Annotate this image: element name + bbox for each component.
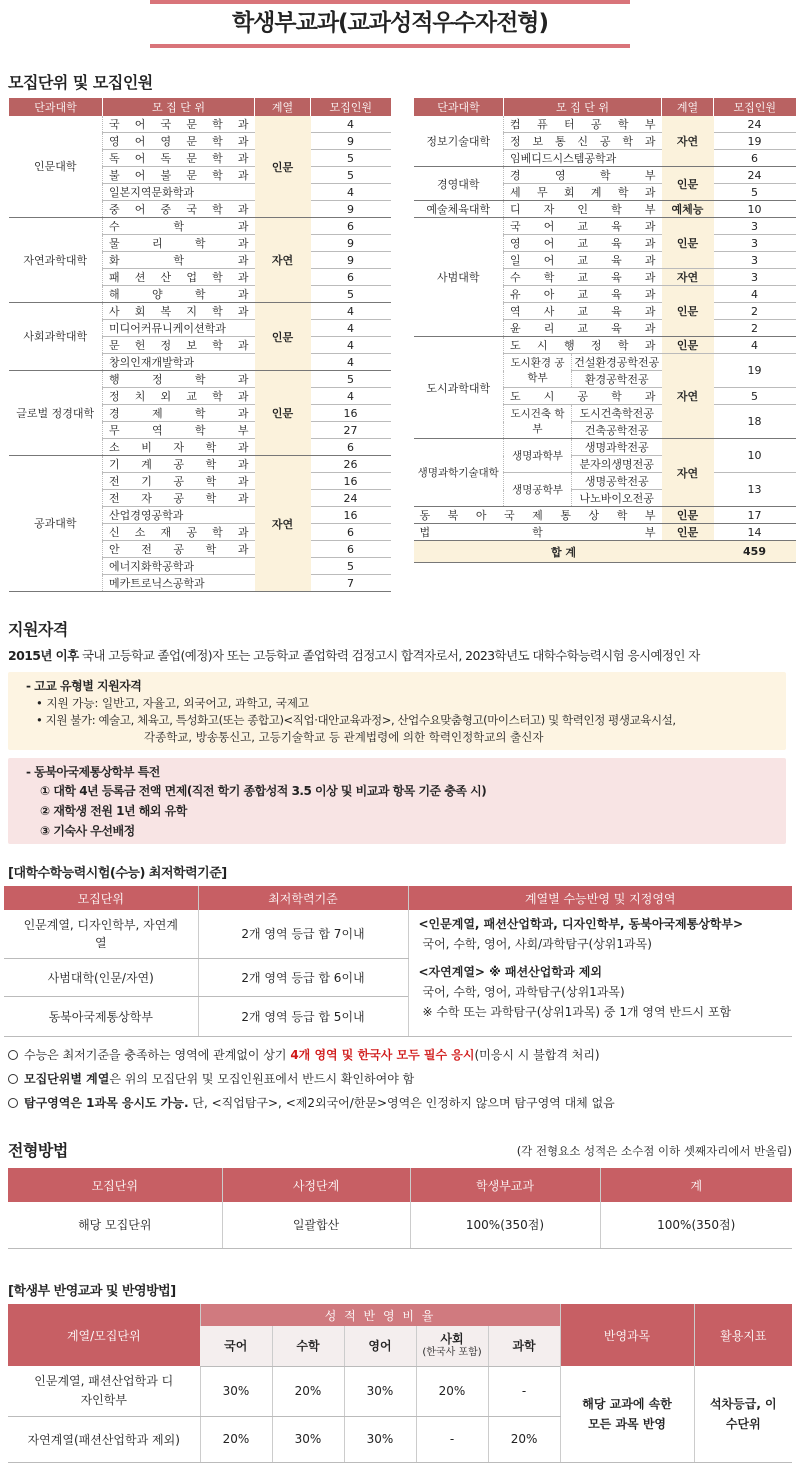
- recruit-table-left: [8, 98, 391, 592]
- unit-count: 16: [311, 507, 391, 524]
- unit-count: 4: [311, 337, 391, 354]
- cell-ratio: 30%: [200, 1366, 272, 1416]
- track-label: 인문: [662, 524, 714, 541]
- unit-name: 문 헌 정 보 학 과: [103, 337, 255, 354]
- section-title-csat: [대학수학능력시험(수능) 최저학력기준]: [8, 866, 227, 881]
- csat-min: 2개 영역 등급 합 5이내: [198, 996, 408, 1036]
- unit-count: 4: [311, 303, 391, 320]
- track-label: 인문: [662, 337, 714, 354]
- unit-count: 7: [311, 575, 391, 592]
- school-not-allowed: • 지원 불가: 예술고, 체육고, 특성화고(또는 종합고)<직업·대안교육과정>, 산업수요맞춤형고(마이스터고) 및 학력인정 평생교육시설,: [36, 713, 676, 727]
- unit-name: 미디어커뮤니케이션학과: [103, 320, 255, 337]
- col-unit: 모 집 단 위: [103, 98, 255, 116]
- unit-count: 10: [714, 201, 796, 218]
- subject-science: 과학: [488, 1326, 560, 1366]
- unit-count: 3: [714, 252, 796, 269]
- division-name: 도시건축 학부: [504, 405, 572, 439]
- cell-stage: 일괄합산: [222, 1202, 410, 1248]
- division-name: 생명과학부: [504, 439, 572, 473]
- college-name: 경영대학: [414, 167, 504, 201]
- unit-name: 세 무 회 계 학 과: [504, 184, 662, 201]
- unit-count: 3: [714, 235, 796, 252]
- track-label: 자연: [662, 116, 714, 167]
- eligibility-line: [8, 646, 700, 664]
- track-label: 자연: [255, 456, 311, 592]
- cell-unit: 인문계열, 패션산업학과 디자인학부: [8, 1366, 200, 1416]
- table-row: [8, 1202, 792, 1248]
- benefit-item: ② 재학생 전원 1년 해외 유학: [40, 804, 187, 818]
- unit-name: 수 학 과: [103, 218, 255, 235]
- circle-bullet-icon: [8, 1050, 18, 1060]
- note-text: 은 위의 모집단위 및 모집인원표에서 반드시 확인하여야 함: [109, 1072, 415, 1086]
- unit-count: 3: [714, 218, 796, 235]
- col-unit: 계열/모집단위: [8, 1304, 200, 1366]
- unit-name: 기 계 공 학 과: [103, 456, 255, 473]
- unit-name: 정 보 통 신 공 학 과: [504, 133, 662, 150]
- unit-name: 동 북 아 국 제 통 상 학 부: [414, 507, 662, 524]
- track-label: 인문: [255, 371, 311, 456]
- csat-note-3: [8, 1094, 615, 1112]
- subjects-table: [8, 1304, 792, 1463]
- unit-name: 안 전 공 학 과: [103, 541, 255, 558]
- section-title-method: 전형방법: [8, 1141, 68, 1160]
- page-title: 학생부교과(교과성적우수자전형): [231, 10, 549, 36]
- col-minimum: 최저학력기준: [198, 886, 408, 910]
- unit-name: 도 시 행 정 학 과: [504, 337, 662, 354]
- unit-count: 10: [714, 439, 796, 473]
- cell-ratio: 30%: [272, 1416, 344, 1462]
- csat-min: 2개 영역 등급 합 6이내: [198, 958, 408, 996]
- unit-count: 6: [714, 150, 796, 167]
- track-label: 예체능: [662, 201, 714, 218]
- unit-name: 유 아 교 육 과: [504, 286, 662, 303]
- unit-name: 소 비 자 학 과: [103, 439, 255, 456]
- recruit-table-right: [413, 98, 796, 563]
- csat-note-1: [8, 1046, 600, 1064]
- circle-bullet-icon: [8, 1074, 18, 1084]
- col-count: 모집인원: [311, 98, 391, 116]
- col-college: 단과대학: [414, 98, 504, 116]
- unit-count: 13: [714, 473, 796, 507]
- csat-unit: 인문계열, 디자인학부, 자연계열: [4, 910, 198, 958]
- unit-name: 해 양 학 과: [103, 286, 255, 303]
- benefit-box: [8, 758, 786, 844]
- cell-unit: 해당 모집단위: [8, 1202, 222, 1248]
- college-name: 도시과학대학: [414, 337, 504, 439]
- csat-areas-cell: [408, 910, 792, 1036]
- unit-name: 경 제 학 과: [103, 405, 255, 422]
- unit-count: 9: [311, 133, 391, 150]
- col-track: 계열: [662, 98, 714, 116]
- unit-count: 24: [311, 490, 391, 507]
- header-row: [9, 98, 391, 116]
- unit-count: 4: [311, 388, 391, 405]
- col-unit: 모집단위: [4, 886, 198, 910]
- unit-name: 임베디드시스템공학과: [504, 150, 662, 167]
- unit-name: 경 영 학 부: [504, 167, 662, 184]
- benefit-item: ③ 기숙사 우선배정: [40, 824, 135, 838]
- unit-count: 16: [311, 405, 391, 422]
- unit-name: 일 어 교 육 과: [504, 252, 662, 269]
- unit-count: 9: [311, 235, 391, 252]
- unit-name: 국 어 국 문 학 과: [103, 116, 255, 133]
- school-type-title: - 고교 유형별 지원자격: [26, 679, 142, 693]
- header-row: [8, 1168, 792, 1202]
- unit-count: 6: [311, 439, 391, 456]
- unit-count: 5: [311, 150, 391, 167]
- unit-name: 영 어 영 문 학 과: [103, 133, 255, 150]
- subject-social: [416, 1326, 488, 1366]
- unit-count: 5: [311, 558, 391, 575]
- circle-bullet-icon: [8, 1098, 18, 1108]
- unit-name: 불 어 불 문 학 과: [103, 167, 255, 184]
- note-text: (미응시 시 불합격 처리): [474, 1048, 600, 1062]
- college-name: 자연과학대학: [9, 218, 103, 303]
- major-name: 나노바이오전공: [572, 490, 662, 507]
- college-name: 예술체육대학: [414, 201, 504, 218]
- major-name: 도시건축학전공: [572, 405, 662, 422]
- cell-record: 100%(350점): [410, 1202, 600, 1248]
- cell-ratio: 20%: [272, 1366, 344, 1416]
- unit-name: 사 회 복 지 학 과: [103, 303, 255, 320]
- unit-name: 일본지역문화학과: [103, 184, 255, 201]
- col-unit: 모 집 단 위: [504, 98, 662, 116]
- major-name: 생명과학전공: [572, 439, 662, 456]
- section-title-eligibility: 지원자격: [8, 620, 68, 639]
- note-emphasis: 4개 영역 및 한국사 모두 필수 응시: [290, 1048, 475, 1062]
- unit-count: 19: [714, 133, 796, 150]
- unit-count: 26: [311, 456, 391, 473]
- college-name: 정보기술대학: [414, 116, 504, 167]
- col-college: 단과대학: [9, 98, 103, 116]
- college-name: 생명과학기술대학: [414, 439, 504, 507]
- unit-count: 6: [311, 541, 391, 558]
- csat-table: [4, 886, 792, 1037]
- area-science-title: <자연계열> ※ 패션산업학과 제외: [418, 965, 602, 979]
- col-unit: 모집단위: [8, 1168, 222, 1202]
- major-name: 생명공학전공: [572, 473, 662, 490]
- unit-count: 16: [311, 473, 391, 490]
- unit-name: 전 기 공 학 과: [103, 473, 255, 490]
- csat-note-2: [8, 1070, 414, 1088]
- cell-ratio: 20%: [200, 1416, 272, 1462]
- col-record: 학생부교과: [410, 1168, 600, 1202]
- college-name: 사범대학: [414, 218, 504, 337]
- cell-ratio: 20%: [488, 1416, 560, 1462]
- cell-ratio: 20%: [416, 1366, 488, 1416]
- unit-name: 윤 리 교 육 과: [504, 320, 662, 337]
- unit-name: 컴 퓨 터 공 학 부: [504, 116, 662, 133]
- college-name: 사회과학대학: [9, 303, 103, 371]
- total-label: 합 계: [414, 541, 714, 563]
- track-label: 자연: [662, 354, 714, 439]
- unit-name: 역 사 교 육 과: [504, 303, 662, 320]
- subject-korean: 국어: [200, 1326, 272, 1366]
- unit-name: 에너지화학공학과: [103, 558, 255, 575]
- unit-count: 24: [714, 167, 796, 184]
- major-name: 건설환경공학전공: [572, 354, 662, 371]
- cell-total: 100%(350점): [600, 1202, 792, 1248]
- unit-count: 2: [714, 320, 796, 337]
- unit-name: 수 학 교 육 과: [504, 269, 662, 286]
- unit-name: 산업경영공학과: [103, 507, 255, 524]
- title-bottom-bar: [150, 44, 630, 48]
- unit-name: 정 치 외 교 학 과: [103, 388, 255, 405]
- unit-name: 행 정 학 과: [103, 371, 255, 388]
- cell-ratio: -: [416, 1416, 488, 1462]
- track-label: 인문: [255, 116, 311, 218]
- eligibility-year: 2015년 이후: [8, 648, 79, 663]
- unit-name: 영 어 교 육 과: [504, 235, 662, 252]
- benefit-title: - 동북아국제통상학부 특전: [26, 765, 160, 779]
- col-stage: 사정단계: [222, 1168, 410, 1202]
- school-not-allowed-cont: 각종학교, 방송통신고, 고등기술학교 등 관계법령에 의한 학력인정학교의 출신자: [144, 730, 544, 744]
- unit-count: 9: [311, 201, 391, 218]
- unit-count: 6: [311, 524, 391, 541]
- unit-count: 2: [714, 303, 796, 320]
- col-subjects: 반영과목: [560, 1304, 694, 1366]
- cell-ratio: 30%: [344, 1416, 416, 1462]
- unit-count: 5: [311, 167, 391, 184]
- unit-count: 4: [311, 184, 391, 201]
- unit-count: 6: [311, 269, 391, 286]
- unit-name: 물 리 학 과: [103, 235, 255, 252]
- subject-english: 영어: [344, 1326, 416, 1366]
- unit-name: 메카트로닉스공학과: [103, 575, 255, 592]
- school-type-box: [8, 672, 786, 750]
- col-count: 모집인원: [714, 98, 796, 116]
- method-note: (각 전형요소 성적은 소수점 이하 셋째자리에서 반올림): [516, 1144, 792, 1158]
- note-emphasis: 탐구영역은 1과목 응시도 가능.: [24, 1096, 189, 1110]
- unit-name: 무 역 학 부: [103, 422, 255, 439]
- track-label: 인문: [662, 507, 714, 524]
- cell-subjects: 해당 교과에 속한 모든 과목 반영: [560, 1366, 694, 1462]
- unit-count: 17: [714, 507, 796, 524]
- unit-count: 4: [311, 320, 391, 337]
- track-label: 자연: [662, 439, 714, 507]
- college-name: 글로벌 정경대학: [9, 371, 103, 456]
- unit-name: 신 소 재 공 학 과: [103, 524, 255, 541]
- header-row: [414, 98, 796, 116]
- cell-ratio: 30%: [344, 1366, 416, 1416]
- csat-min: 2개 영역 등급 합 7이내: [198, 910, 408, 958]
- unit-name: 화 학 과: [103, 252, 255, 269]
- unit-count: 4: [311, 354, 391, 371]
- col-areas: 계열별 수능반영 및 지정영역: [408, 886, 792, 910]
- major-name: 분자의생명전공: [572, 456, 662, 473]
- col-track: 계열: [255, 98, 311, 116]
- unit-name: 국 어 교 육 과: [504, 218, 662, 235]
- header-row: [4, 886, 792, 910]
- section-title-subjects: [학생부 반영교과 및 반영방법]: [8, 1284, 176, 1299]
- track-label: 인문: [662, 286, 714, 337]
- division-name: 생명공학부: [504, 473, 572, 507]
- unit-count: 19: [714, 354, 796, 388]
- section-title-recruit: 모집단위 및 모집인원: [8, 73, 153, 92]
- unit-name: 전 자 공 학 과: [103, 490, 255, 507]
- col-ratio: 성 적 반 영 비 율: [200, 1304, 560, 1326]
- area-science-subjects: 국어, 수학, 영어, 과학탐구(상위1과목): [422, 985, 625, 999]
- unit-count: 9: [311, 252, 391, 269]
- college-name: 인문대학: [9, 116, 103, 218]
- table-row: [8, 1366, 792, 1416]
- cell-unit: 자연계열(패션산업학과 제외): [8, 1416, 200, 1462]
- note-emphasis: 모집단위별 계열: [24, 1072, 110, 1086]
- subject-social-note: (한국사 포함): [422, 1346, 482, 1358]
- csat-unit: 사범대학(인문/자연): [4, 958, 198, 996]
- total-count: 459: [714, 541, 796, 563]
- major-name: 환경공학전공: [572, 371, 662, 388]
- col-total: 계: [600, 1168, 792, 1202]
- unit-count: 5: [311, 286, 391, 303]
- unit-count: 3: [714, 269, 796, 286]
- track-label: 자연: [662, 269, 714, 286]
- unit-name: 독 어 독 문 학 과: [103, 150, 255, 167]
- unit-name: 디 자 인 학 부: [504, 201, 662, 218]
- college-name: 공과대학: [9, 456, 103, 592]
- track-label: 인문: [255, 303, 311, 371]
- area-humanities-title: <인문계열, 패션산업학과, 디자인학부, 동북아국제통상학부>: [418, 917, 744, 931]
- unit-count: 6: [311, 218, 391, 235]
- unit-count: 5: [714, 388, 796, 405]
- area-humanities-subjects: 국어, 수학, 영어, 사회/과학탐구(상위1과목): [422, 937, 652, 951]
- school-allowed: • 지원 가능: 일반고, 자율고, 외국어고, 과학고, 국제고: [36, 696, 310, 710]
- unit-count: 5: [311, 371, 391, 388]
- unit-name: 창의인재개발학과: [103, 354, 255, 371]
- unit-count: 24: [714, 116, 796, 133]
- unit-count: 4: [714, 337, 796, 354]
- csat-unit: 동북아국제통상학부: [4, 996, 198, 1036]
- division-name: 도시환경 공학부: [504, 354, 572, 388]
- note-text: 수능은 최저기준을 충족하는 영역에 관계없이 상기: [24, 1048, 291, 1062]
- unit-count: 4: [311, 116, 391, 133]
- method-table: [8, 1168, 792, 1249]
- unit-name: 중 어 중 국 학 과: [103, 201, 255, 218]
- track-label: 인문: [662, 167, 714, 201]
- unit-name: 도 시 공 학 과: [504, 388, 662, 405]
- cell-ratio: -: [488, 1366, 560, 1416]
- unit-count: 5: [714, 184, 796, 201]
- cell-index: 석차등급, 이수단위: [694, 1366, 792, 1462]
- unit-count: 14: [714, 524, 796, 541]
- track-label: 인문: [662, 218, 714, 269]
- unit-count: 4: [714, 286, 796, 303]
- unit-count: 27: [311, 422, 391, 439]
- subject-social-label: 사회: [440, 1331, 464, 1346]
- note-text: 단, <직업탐구>, <제2외국어/한문>영역은 인정하지 않으며 탐구영역 대체 없음: [188, 1096, 615, 1110]
- unit-name: 법 학 부: [414, 524, 662, 541]
- area-science-note: ※ 수학 또는 과학탐구(상위1과목) 중 1개 영역 반드시 포함: [422, 1005, 732, 1019]
- subject-math: 수학: [272, 1326, 344, 1366]
- benefit-item: ① 대학 4년 등록금 전액 면제(직전 학기 종합성적 3.5 이상 및 비교과 항목 기준 충족 시): [40, 784, 487, 798]
- eligibility-text: 국내 고등학교 졸업(예정)자 또는 고등학교 졸업학력 검정고시 합격자로서, 2023학년도 대학수학능력시험 응시예정인 자: [81, 648, 700, 663]
- major-name: 건축공학전공: [572, 422, 662, 439]
- unit-name: 패 션 산 업 학 과: [103, 269, 255, 286]
- unit-count: 18: [714, 405, 796, 439]
- track-label: 자연: [255, 218, 311, 303]
- col-index: 활용지표: [694, 1304, 792, 1366]
